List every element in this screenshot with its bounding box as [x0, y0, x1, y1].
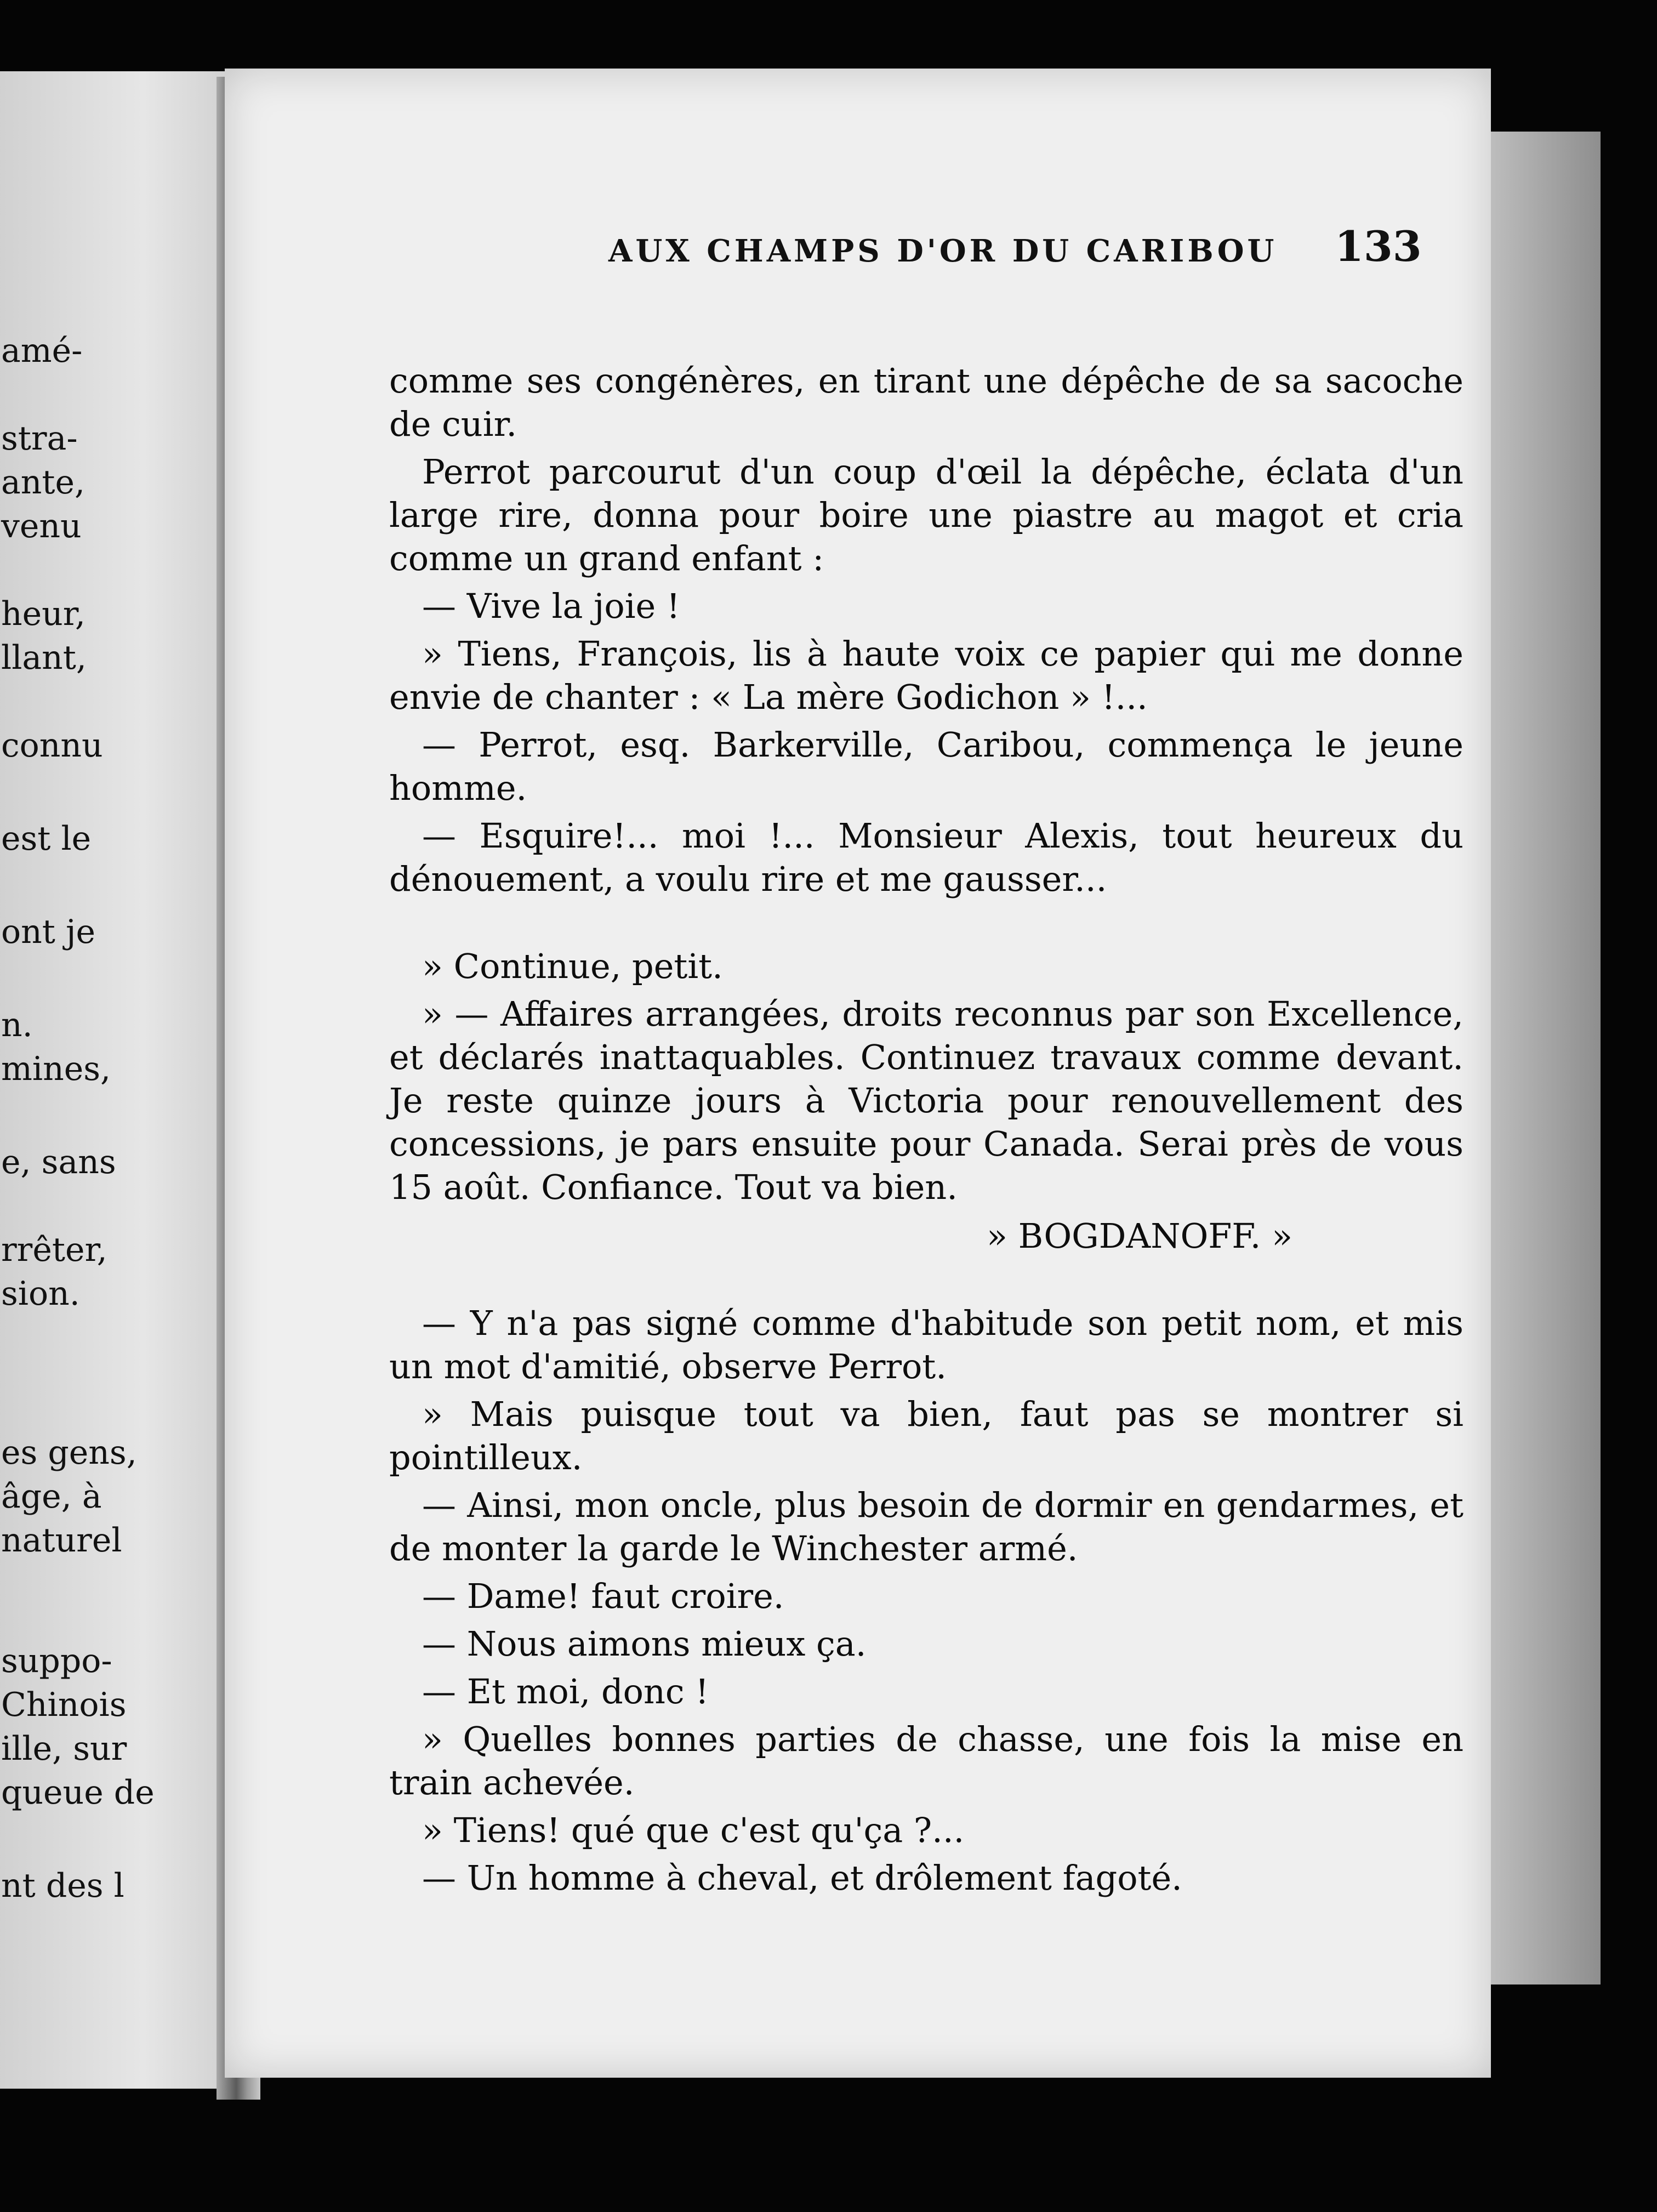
left-fragment: e, sans	[1, 1143, 116, 1181]
paragraph: » Quelles bonnes parties de chasse, une fois la mise en train achevée.	[389, 1719, 1464, 1802]
signature: » BOGDANOFF. »	[987, 1216, 1292, 1256]
left-fragment: sion.	[1, 1275, 80, 1313]
left-fragment: stra-	[1, 419, 78, 458]
paragraph: — Ainsi, mon oncle, plus besoin de dormir en gendarmes, et de monter la garde le Winchester armé.	[389, 1485, 1464, 1568]
paragraph: » Tiens! qué que c'est qu'ça ?...	[422, 1810, 965, 1850]
left-fragment: Chinois	[1, 1686, 127, 1724]
paragraph: — Un homme à cheval, et drôlement fagoté.	[422, 1858, 1182, 1898]
paragraph: Perrot parcourut d'un coup d'œil la dépêche, éclata d'un large rire, donna pour boire une piastre au magot et cria comme un grand enfant :	[389, 452, 1464, 578]
paragraph: — Y n'a pas signé comme d'habitude son petit nom, et mis un mot d'amitié, observe Perrot.	[389, 1303, 1464, 1386]
paragraph: — Esquire!... moi !... Monsieur Alexis, tout heureux du dénouement, a voulu rire et me gausser...	[389, 816, 1464, 899]
left-fragment: nt des l	[1, 1867, 124, 1905]
page-header	[225, 222, 1491, 277]
left-fragment: ille, sur	[1, 1730, 127, 1768]
paragraph: comme ses congénères, en tirant une dépêche de sa sacoche de cuir.	[389, 361, 1464, 444]
page-edge-shadow	[1491, 132, 1601, 1984]
right-page	[225, 69, 1491, 2078]
left-fragment: venu	[1, 507, 82, 545]
left-fragment: âge, à	[1, 1477, 102, 1516]
left-fragment: es gens,	[1, 1434, 137, 1472]
left-fragment: llant,	[1, 639, 87, 677]
paragraph: — Dame! faut croire.	[422, 1576, 784, 1616]
paragraph: » Mais puisque tout va bien, faut pas se montrer si pointilleux.	[389, 1394, 1464, 1477]
left-fragment: naturel	[1, 1521, 122, 1560]
paragraph: — Vive la joie !	[422, 586, 680, 626]
left-fragment: est le	[1, 820, 92, 858]
page-number: 133	[1335, 222, 1422, 271]
left-fragment: amé-	[1, 332, 83, 370]
paragraph: » Tiens, François, lis à haute voix ce papier qui me donne envie de chanter : « La mère Godichon » !...	[389, 634, 1464, 717]
left-fragment: mines,	[1, 1050, 111, 1088]
left-fragment: rrêter,	[1, 1231, 107, 1269]
paragraph: — Nous aimons mieux ça.	[422, 1624, 867, 1664]
left-fragment: suppo-	[1, 1642, 112, 1680]
left-fragment: n.	[1, 1006, 33, 1044]
page-body	[389, 359, 1464, 1904]
left-fragment: ante,	[1, 463, 86, 502]
left-fragment: connu	[1, 726, 103, 765]
paragraph: — Perrot, esq. Barkerville, Caribou, commença le jeune homme.	[389, 725, 1464, 808]
left-fragment: ont je	[1, 913, 96, 951]
paragraph: » Continue, petit.	[422, 946, 723, 986]
left-page	[0, 71, 250, 2089]
paragraph: » — Affaires arrangées, droits reconnus par son Excellence, et déclarés inattaquables. Continuez travaux comme devant. Je reste quinze jours à Victoria pour renouvellement des concessions, je pars ensuite pour Canada. Serai près de vous 15 août. Confiance. Tout va bien.	[389, 994, 1464, 1207]
left-fragment: heur,	[1, 595, 86, 633]
left-fragment: queue de	[1, 1773, 155, 1812]
running-title: AUX CHAMPS D'OR DU CARIBOU	[608, 233, 1278, 269]
paragraph: — Et moi, donc !	[422, 1671, 709, 1711]
